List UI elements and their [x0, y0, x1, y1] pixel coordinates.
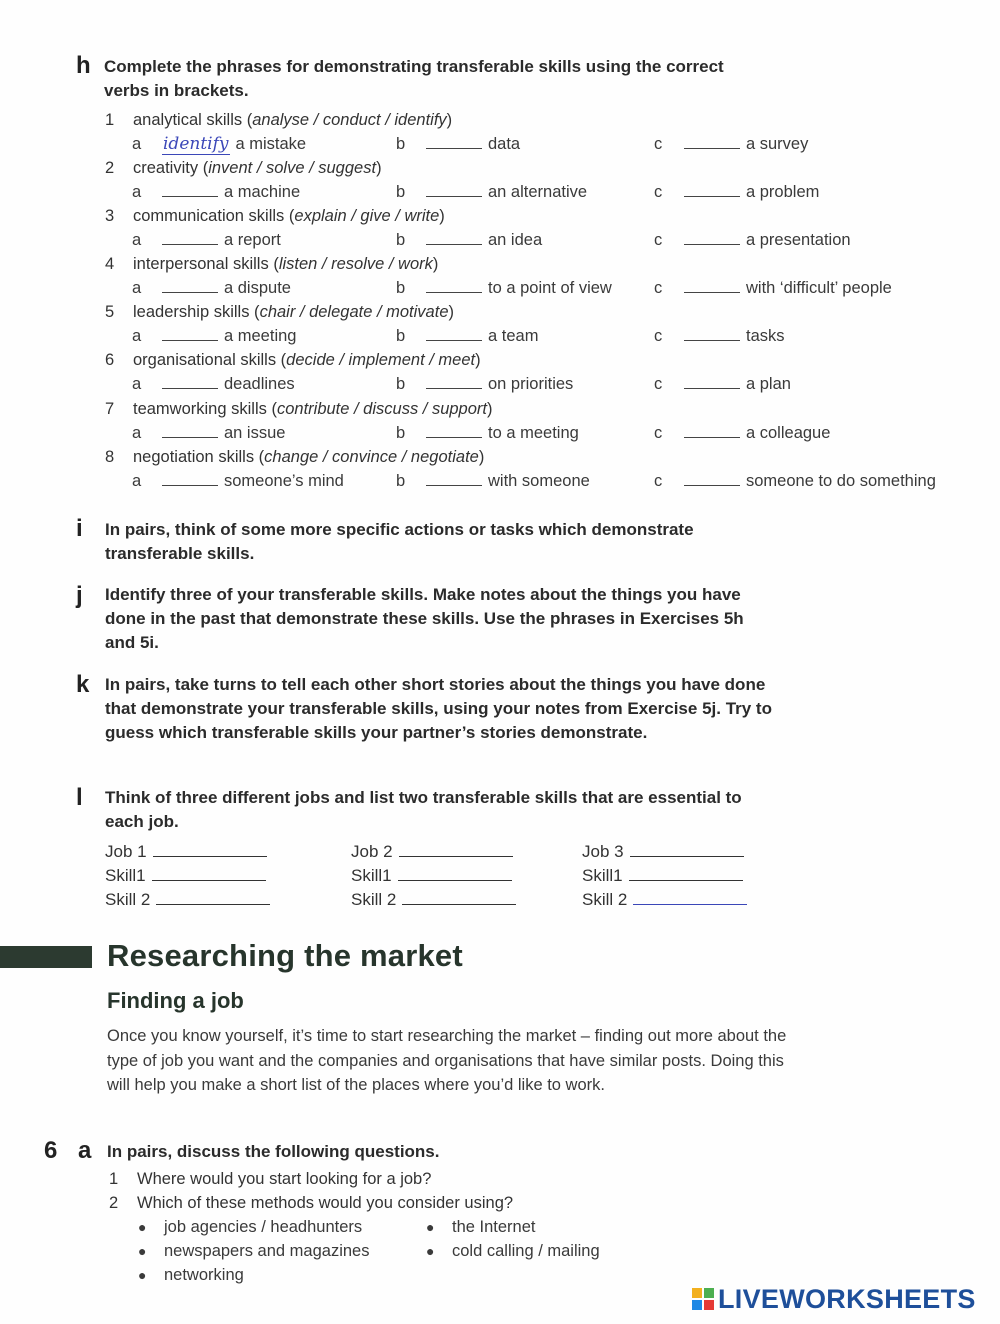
exercise-i-instruction: In pairs, think of some more specific actions or tasks which demonstrate transferable skills. [105, 520, 694, 563]
verb-choices: contribute / discuss / support [276, 400, 487, 418]
bullet-text: the Internet [452, 1218, 536, 1236]
job-label: Job 2 [351, 842, 393, 861]
bullet-text: job agencies / headhunters [164, 1218, 363, 1236]
job-row [105, 842, 267, 862]
option-text: a plan [746, 375, 791, 393]
skill-name: interpersonal skills [133, 255, 269, 273]
option-text: to a point of view [488, 279, 612, 297]
option-text: to a meeting [488, 424, 579, 442]
exercise-6a-letter: a [78, 1137, 92, 1164]
answer-blank[interactable] [426, 374, 482, 389]
option-text: a team [488, 327, 539, 345]
option-label: b [396, 183, 406, 201]
answer-blank[interactable] [426, 278, 482, 293]
section-paragraph: Once you know yourself, it’s time to start researching the market – finding out more about the type of job you want and the companies and organisations that have similar posts. Doing this will help you make a short list of the places where you’d like to work. [107, 1027, 787, 1094]
exercise-j-instruction: Identify three of your transferable skills. Make notes about the things you have done in the past that demonstrate these skills. Use the phrases in Exercises 5h and 5i. [105, 585, 744, 652]
answer-blank[interactable] [426, 326, 482, 341]
verb-choices: invent / solve / suggest [208, 159, 377, 177]
answer-blank[interactable] [426, 182, 482, 197]
option-label: b [396, 231, 406, 249]
exercise-h-instruction: Complete the phrases for demonstrating transferable skills using the correct verbs in brackets. [104, 57, 724, 100]
option-text: someone to do something [746, 472, 936, 490]
answer-blank[interactable] [162, 471, 218, 486]
option-text: an alternative [488, 183, 588, 201]
answer-blank[interactable] [426, 423, 482, 438]
item-number: 3 [105, 207, 115, 225]
answer-blank[interactable] [684, 374, 740, 389]
option-label: b [396, 375, 406, 393]
liveworksheets-logo[interactable] [692, 1284, 976, 1315]
phrase-option [654, 134, 808, 154]
answer-blank[interactable] [162, 423, 218, 438]
answer-blank[interactable] [684, 182, 740, 197]
option-text: a meeting [224, 327, 297, 345]
option-label: b [396, 279, 406, 297]
bullet-icon: ● [426, 1219, 435, 1235]
bullet-item [426, 1242, 600, 1261]
option-label: a [132, 472, 142, 490]
answer-line[interactable] [399, 842, 513, 857]
verb-choices: chair / delegate / motivate [259, 303, 449, 321]
answer-blank[interactable] [684, 278, 740, 293]
liveworksheets-icon [692, 1288, 714, 1310]
answer-line[interactable] [630, 842, 744, 857]
option-label: c [654, 424, 663, 442]
answer-blank[interactable] [162, 230, 218, 245]
option-label: b [396, 327, 406, 345]
answer-line[interactable] [153, 842, 267, 857]
bullet-icon: ● [426, 1243, 435, 1259]
question-number: 1 [109, 1170, 119, 1188]
answer-blank[interactable] [426, 230, 482, 245]
answer-line[interactable] [633, 890, 747, 905]
skill-row [351, 866, 512, 886]
answer-line[interactable] [152, 866, 266, 881]
bullet-text: cold calling / mailing [452, 1242, 600, 1260]
option-text: tasks [746, 327, 785, 345]
job-label: Skill1 [351, 866, 392, 885]
item-heading: 6 organisational skills (decide / implement / meet) [105, 351, 481, 369]
phrase-option [132, 423, 285, 443]
phrase-option [396, 182, 587, 202]
item-number: 1 [105, 111, 115, 129]
option-label: b [396, 135, 406, 153]
job-label: Skill 2 [351, 890, 397, 909]
skill-row [582, 866, 743, 886]
option-label: c [654, 375, 663, 393]
skill-name: communication skills [133, 207, 285, 225]
item-heading: 7 teamworking skills (contribute / discuss / support) [105, 400, 493, 418]
job-label: Job 3 [582, 842, 624, 861]
exercise-k-instruction: In pairs, take turns to tell each other short stories about the things you have done that demonstrate your transferable skills, using your notes from Exercise 5j. Try to guess which transferable skills your partner’s stories demonstrate. [105, 675, 772, 742]
item-heading: 1 analytical skills (analyse / conduct / identify) [105, 111, 453, 129]
item-number: 8 [105, 448, 115, 466]
bullet-icon: ● [138, 1243, 147, 1259]
phrase-option [654, 230, 851, 250]
bullet-text: networking [164, 1266, 244, 1284]
bullet-item [426, 1218, 535, 1237]
section-title: Researching the market [107, 938, 463, 973]
answer-blank[interactable] [684, 471, 740, 486]
option-label: b [396, 472, 406, 490]
option-label: a [132, 375, 142, 393]
option-text: data [488, 135, 521, 153]
item-number: 2 [105, 159, 115, 177]
phrase-option [654, 278, 892, 298]
option-text: a colleague [746, 424, 831, 442]
phrase-option [396, 471, 590, 491]
phrase-option [132, 182, 300, 202]
exercise-6a-instruction: In pairs, discuss the following questions. [107, 1142, 440, 1161]
item-number: 5 [105, 303, 115, 321]
phrase-option [396, 374, 573, 394]
answer-blank[interactable] [684, 230, 740, 245]
verb-choices: explain / give / write [294, 207, 440, 225]
phrase-option [654, 471, 936, 491]
phrase-option [654, 374, 791, 394]
job-label: Skill 2 [582, 890, 628, 909]
option-text: a machine [224, 183, 301, 201]
bullet-icon: ● [138, 1267, 147, 1283]
phrase-option [396, 326, 538, 346]
verb-choices: decide / implement / meet [286, 351, 476, 369]
phrase-option [132, 230, 281, 250]
exercise-h-letter: h [76, 52, 91, 79]
item-heading: 4 interpersonal skills (listen / resolve / work) [105, 255, 439, 273]
option-label: c [654, 279, 663, 297]
phrase-option [396, 423, 579, 443]
bullet-item [138, 1242, 369, 1261]
option-text: with someone [488, 472, 590, 490]
skill-row [105, 890, 270, 910]
phrase-option [396, 278, 612, 298]
answer-blank[interactable] [162, 182, 218, 197]
option-text: deadlines [224, 375, 295, 393]
verb-choices: analyse / conduct / identify [252, 111, 447, 129]
option-text: an issue [224, 424, 286, 442]
option-label: a [132, 183, 142, 201]
exercise-l-instruction: Think of three different jobs and list two transferable skills that are essential to each job. [105, 788, 742, 831]
answer-line[interactable] [156, 890, 270, 905]
answer-field[interactable]: identify [163, 134, 229, 154]
item-heading: 2 creativity (invent / solve / suggest) [105, 159, 382, 177]
option-label: a [132, 327, 142, 345]
skill-name: organisational skills [133, 351, 277, 369]
option-label: c [654, 183, 663, 201]
answer-blank[interactable] [426, 471, 482, 486]
answer-blank[interactable] [162, 326, 218, 341]
skill-row [105, 866, 266, 886]
item-number: 4 [105, 255, 115, 273]
question-2 [109, 1194, 513, 1213]
question-number: 2 [109, 1194, 119, 1212]
job-label: Job 1 [105, 842, 147, 861]
option-label: c [654, 135, 663, 153]
option-label: a [132, 279, 142, 297]
option-label: c [654, 472, 663, 490]
section-subtitle: Finding a job [107, 988, 244, 1013]
exercise-i-letter: i [76, 515, 83, 542]
phrase-option [654, 326, 785, 346]
phrase-option [132, 134, 306, 154]
item-number: 7 [105, 400, 115, 418]
bullet-item [138, 1218, 362, 1237]
option-text: a mistake [235, 135, 307, 153]
answer-blank[interactable] [684, 423, 740, 438]
bullet-text: newspapers and magazines [164, 1242, 370, 1260]
item-heading: 8 negotiation skills (change / convince / negotiate) [105, 448, 485, 466]
skill-name: teamworking skills [133, 400, 267, 418]
verb-choices: listen / resolve / work [278, 255, 433, 273]
phrase-option [396, 230, 542, 250]
job-label: Skill1 [582, 866, 623, 885]
skill-row [582, 890, 747, 910]
phrase-option [132, 326, 296, 346]
phrase-option [654, 423, 830, 443]
option-text: with ‘difficult’ people [746, 279, 892, 297]
exercise-k-letter: k [76, 671, 90, 698]
answer-blank[interactable] [684, 134, 740, 149]
answer-line[interactable] [398, 866, 512, 881]
question-1 [109, 1170, 431, 1189]
option-text: a dispute [224, 279, 291, 297]
skill-name: leadership skills [133, 303, 250, 321]
phrase-option [132, 278, 291, 298]
job-label: Skill1 [105, 866, 146, 885]
answer-blank[interactable] [162, 374, 218, 389]
job-row [582, 842, 744, 862]
verb-choices: change / convince / negotiate [264, 448, 479, 466]
option-text: on priorities [488, 375, 574, 393]
option-text: a presentation [746, 231, 851, 249]
bullet-icon: ● [138, 1219, 147, 1235]
brand-name: LIVEWORKSHEETS [718, 1284, 976, 1314]
phrase-option [396, 134, 520, 154]
bullet-item [138, 1266, 244, 1285]
exercise-6-number: 6 [44, 1137, 58, 1164]
skill-row [351, 890, 516, 910]
answer-line[interactable] [402, 890, 516, 905]
option-text: an idea [488, 231, 543, 249]
option-label: c [654, 327, 663, 345]
section-banner [0, 946, 92, 968]
option-text: someone’s mind [224, 472, 344, 490]
item-number: 6 [105, 351, 115, 369]
skill-name: negotiation skills [133, 448, 255, 466]
answer-blank[interactable] [426, 134, 482, 149]
option-label: c [654, 231, 663, 249]
option-text: a problem [746, 183, 820, 201]
phrase-option [132, 374, 295, 394]
exercise-j-letter: j [76, 582, 83, 609]
option-text: a report [224, 231, 281, 249]
option-label: a [132, 424, 142, 442]
option-label: a [132, 135, 142, 153]
item-heading: 3 communication skills (explain / give / write) [105, 207, 445, 225]
job-label: Skill 2 [105, 890, 151, 909]
option-label: b [396, 424, 406, 442]
question-text: Which of these methods would you consider using? [137, 1194, 514, 1212]
skill-name: analytical skills [133, 111, 243, 129]
option-label: a [132, 231, 142, 249]
job-row [351, 842, 513, 862]
exercise-l-letter: l [76, 784, 83, 811]
answer-line[interactable] [629, 866, 743, 881]
phrase-option [654, 182, 819, 202]
phrase-option [132, 471, 344, 491]
answer-blank[interactable] [684, 326, 740, 341]
item-heading: 5 leadership skills (chair / delegate / motivate) [105, 303, 454, 321]
option-text: a survey [746, 135, 809, 153]
skill-name: creativity [133, 159, 199, 177]
answer-blank[interactable] [162, 278, 218, 293]
question-text: Where would you start looking for a job? [137, 1170, 432, 1188]
